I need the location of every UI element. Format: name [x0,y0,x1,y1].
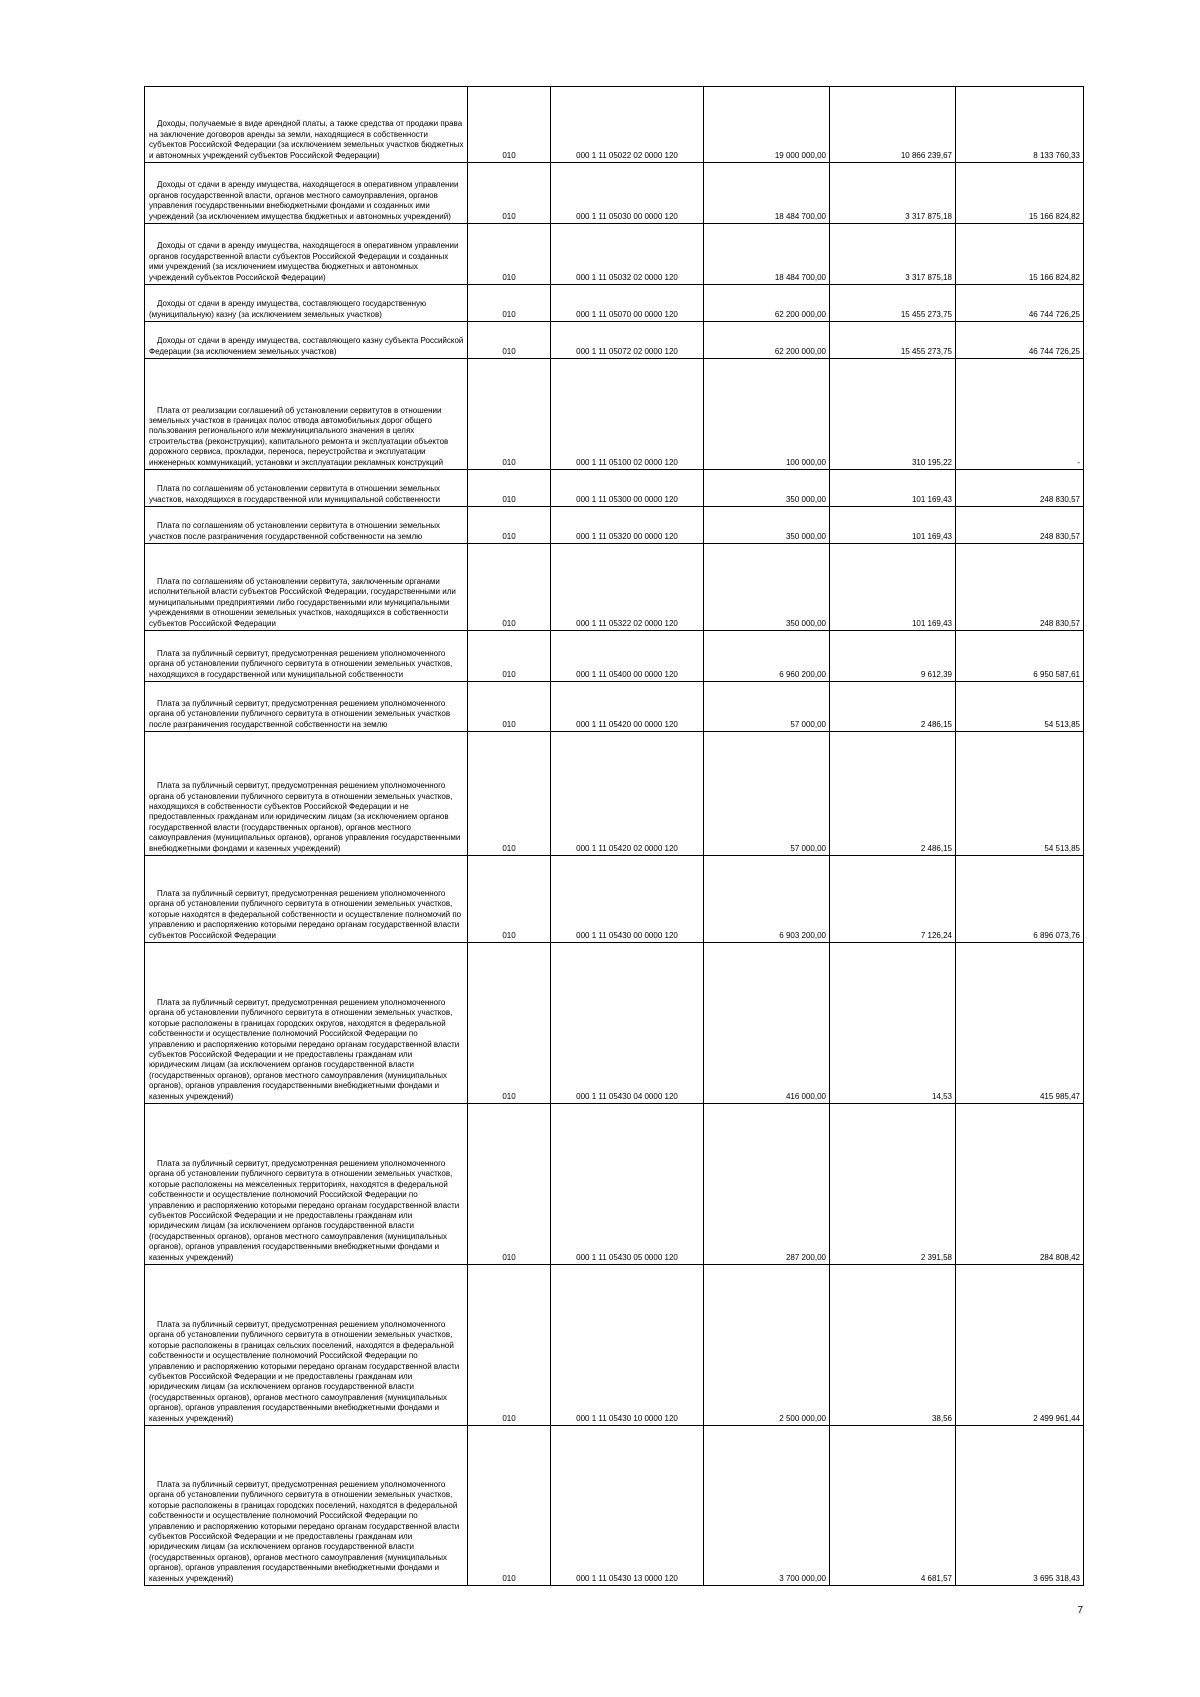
row-name: Доходы от сдачи в аренду имущества, составляющего казну субъекта Российской Федерации (за исключением земельных участков) [145,322,468,359]
table-row [145,631,1084,682]
row-line-code: 010 [468,285,551,322]
row-unexecuted-amount: 15 166 824,82 [956,224,1084,285]
row-line-code: 010 [468,322,551,359]
row-executed-amount: 7 126,24 [830,856,956,943]
row-approved-amount: 350 000,00 [704,470,830,507]
row-executed-amount: 101 169,43 [830,507,956,544]
row-name: Плата от реализации соглашений об установлении сервитутов в отношении земельных участков в границах полос отвода автомобильных дорог общего пользования регионального или межмуниципального значения в целях строительства (реконструкции), капитального ремонта и эксплуатации объектов дорожного сервиса, прокладки, переноса, переустройства и эксплуатации инженерных коммуникаций, установки и эксплуатации рекламных конструкций [145,359,468,470]
row-line-code: 010 [468,87,551,163]
table-row [145,1426,1084,1586]
income-table-body [145,87,1084,1586]
row-approved-amount: 18 484 700,00 [704,224,830,285]
row-unexecuted-amount: 248 830,57 [956,470,1084,507]
row-unexecuted-amount: - [956,359,1084,470]
row-name: Доходы, получаемые в виде арендной платы, а также средства от продажи права на заключение договоров аренды за земли, находящиеся в собственности субъектов Российской Федерации (за исключением земельных участков бюджетных и автономных учреждений субъектов Российской Федерации) [145,87,468,163]
row-executed-amount: 15 455 273,75 [830,322,956,359]
row-approved-amount: 2 500 000,00 [704,1265,830,1426]
row-budget-code: 000 1 11 05430 04 0000 120 [551,943,704,1104]
row-budget-code: 000 1 11 05322 02 0000 120 [551,544,704,631]
row-executed-amount: 15 455 273,75 [830,285,956,322]
row-approved-amount: 416 000,00 [704,943,830,1104]
income-table [144,86,1084,1586]
row-name: Плата за публичный сервитут, предусмотренная решением уполномоченного органа об установлении публичного сервитута в отношении земельных участков, которые расположены в границах городских округов, находятся в федеральной собственности и осуществление полномочий Российской Федерации по управлению и распоряжению которыми передано органам государственной власти субъектов Российской Федерации и не предоставлены гражданам или юридическим лицам (за исключением органов государственной власти (государственных органов), органов местного самоуправления (муниципальных органов), органов управления государственными внебюджетными фондами и казенных учреждений) [145,943,468,1104]
row-budget-code: 000 1 11 05030 00 0000 120 [551,163,704,224]
table-row [145,682,1084,732]
table-row [145,732,1084,856]
row-unexecuted-amount: 54 513,85 [956,732,1084,856]
row-name: Плата по соглашениям об установлении сервитута в отношении земельных участков после разграничения государственной собственности на землю [145,507,468,544]
row-line-code: 010 [468,856,551,943]
row-executed-amount: 38,56 [830,1265,956,1426]
row-budget-code: 000 1 11 05420 00 0000 120 [551,682,704,732]
row-approved-amount: 100 000,00 [704,359,830,470]
row-line-code: 010 [468,507,551,544]
row-line-code: 010 [468,1104,551,1265]
row-executed-amount: 3 317 875,18 [830,224,956,285]
row-approved-amount: 6 903 200,00 [704,856,830,943]
row-unexecuted-amount: 46 744 726,25 [956,322,1084,359]
row-approved-amount: 57 000,00 [704,682,830,732]
row-unexecuted-amount: 248 830,57 [956,544,1084,631]
row-executed-amount: 3 317 875,18 [830,163,956,224]
row-executed-amount: 2 486,15 [830,732,956,856]
row-budget-code: 000 1 11 05300 00 0000 120 [551,470,704,507]
row-line-code: 010 [468,732,551,856]
row-budget-code: 000 1 11 05400 00 0000 120 [551,631,704,682]
row-executed-amount: 10 866 239,67 [830,87,956,163]
row-name: Плата за публичный сервитут, предусмотренная решением уполномоченного органа об установлении публичного сервитута в отношении земельных участков, которые находятся в федеральной собственности и осуществление полномочий по управлению и распоряжению которыми передано органам государственной власти субъектов Российской Федерации [145,856,468,943]
row-budget-code: 000 1 11 05420 02 0000 120 [551,732,704,856]
row-unexecuted-amount: 3 695 318,43 [956,1426,1084,1586]
row-name: Плата за публичный сервитут, предусмотренная решением уполномоченного органа об установлении публичного сервитута в отношении земельных участков, которые расположены в границах городских поселений, находятся в федеральной собственности и осуществление полномочий Российской Федерации по управлению и распоряжению которыми передано органам государственной власти субъектов Российской Федерации и не предоставлены гражданам или юридическим лицам (за исключением органов государственной власти (государственных органов), органов местного самоуправления (муниципальных органов), органов управления государственными внебюджетными фондами и казенных учреждений) [145,1426,468,1586]
table-row [145,285,1084,322]
row-name: Плата по соглашениям об установлении сервитута, заключенным органами исполнительной власти субъектов Российской Федерации, государственными или муниципальными предприятиями либо государственными или муниципальными учреждениями в отношении земельных участков, находящихся в собственности субъектов Российской Федерации [145,544,468,631]
row-name: Плата за публичный сервитут, предусмотренная решением уполномоченного органа об установлении публичного сервитута в отношении земельных участков, находящихся в собственности субъектов Российской Федерации и не предоставленных гражданам или юридическим лицам (за исключением органов государственной власти (государственных органов), органов местного самоуправления (муниципальных органов), органов управления государственными внебюджетными фондами и казенных учреждений) [145,732,468,856]
row-approved-amount: 62 200 000,00 [704,285,830,322]
row-unexecuted-amount: 415 985,47 [956,943,1084,1104]
table-row [145,1104,1084,1265]
row-line-code: 010 [468,1265,551,1426]
row-budget-code: 000 1 11 05430 13 0000 120 [551,1426,704,1586]
table-row [145,507,1084,544]
row-budget-code: 000 1 11 05072 02 0000 120 [551,322,704,359]
row-budget-code: 000 1 11 05430 00 0000 120 [551,856,704,943]
row-approved-amount: 350 000,00 [704,544,830,631]
row-name: Доходы от сдачи в аренду имущества, находящегося в оперативном управлении органов государственной власти, органов местного самоуправления, органов управления государственными внебюджетными фондами и созданных ими учреждений (за исключением имущества бюджетных и автономных учреждений) [145,163,468,224]
table-row [145,943,1084,1104]
row-unexecuted-amount: 6 896 073,76 [956,856,1084,943]
table-row [145,856,1084,943]
row-line-code: 010 [468,163,551,224]
row-approved-amount: 19 000 000,00 [704,87,830,163]
row-unexecuted-amount: 8 133 760,33 [956,87,1084,163]
row-unexecuted-amount: 6 950 587,61 [956,631,1084,682]
row-name: Плата за публичный сервитут, предусмотренная решением уполномоченного органа об установлении публичного сервитута в отношении земельных участков после разграничения государственной собственности на землю [145,682,468,732]
row-executed-amount: 101 169,43 [830,470,956,507]
table-row [145,359,1084,470]
row-executed-amount: 9 612,39 [830,631,956,682]
row-name: Плата за публичный сервитут, предусмотренная решением уполномоченного органа об установлении публичного сервитута в отношении земельных участков, находящихся в государственной или муниципальной собственности [145,631,468,682]
row-approved-amount: 287 200,00 [704,1104,830,1265]
row-name: Плата по соглашениям об установлении сервитута в отношении земельных участков, находящихся в государственной или муниципальной собственности [145,470,468,507]
row-unexecuted-amount: 2 499 961,44 [956,1265,1084,1426]
row-line-code: 010 [468,224,551,285]
table-row [145,163,1084,224]
row-executed-amount: 14,53 [830,943,956,1104]
row-approved-amount: 350 000,00 [704,507,830,544]
row-executed-amount: 2 391,58 [830,1104,956,1265]
row-executed-amount: 2 486,15 [830,682,956,732]
row-unexecuted-amount: 284 808,42 [956,1104,1084,1265]
table-row [145,87,1084,163]
row-name: Плата за публичный сервитут, предусмотренная решением уполномоченного органа об установлении публичного сервитута в отношении земельных участков, которые расположены на межселенных территориях, находятся в федеральной собственности и осуществление полномочий Российской Федерации по управлению и распоряжению которыми передано органам государственной власти субъектов Российской Федерации и не предоставлены гражданам или юридическим лицам (за исключением органов государственной власти (государственных органов), органов местного самоуправления (муниципальных органов), органов управления государственными внебюджетными фондами и казенных учреждений) [145,1104,468,1265]
row-unexecuted-amount: 15 166 824,82 [956,163,1084,224]
table-row [145,1265,1084,1426]
row-line-code: 010 [468,682,551,732]
row-line-code: 010 [468,470,551,507]
row-line-code: 010 [468,1426,551,1586]
table-row [145,470,1084,507]
row-line-code: 010 [468,544,551,631]
row-unexecuted-amount: 54 513,85 [956,682,1084,732]
row-budget-code: 000 1 11 05430 10 0000 120 [551,1265,704,1426]
row-approved-amount: 6 960 200,00 [704,631,830,682]
row-unexecuted-amount: 46 744 726,25 [956,285,1084,322]
row-line-code: 010 [468,943,551,1104]
row-approved-amount: 3 700 000,00 [704,1426,830,1586]
table-row [145,322,1084,359]
row-budget-code: 000 1 11 05430 05 0000 120 [551,1104,704,1265]
row-approved-amount: 57 000,00 [704,732,830,856]
row-line-code: 010 [468,631,551,682]
row-name: Доходы от сдачи в аренду имущества, составляющего государственную (муниципальную) казну (за исключением земельных участков) [145,285,468,322]
row-name: Плата за публичный сервитут, предусмотренная решением уполномоченного органа об установлении публичного сервитута в отношении земельных участков, которые расположены в границах сельских поселений, находятся в федеральной собственности и осуществление полномочий Российской Федерации по управлению и распоряжению которыми передано органам государственной власти субъектов Российской Федерации и не предоставлены гражданам или юридическим лицам (за исключением органов государственной власти (государственных органов), органов местного самоуправления (муниципальных органов), органов управления государственными внебюджетными фондами и казенных учреждений) [145,1265,468,1426]
table-row [145,544,1084,631]
row-executed-amount: 4 681,57 [830,1426,956,1586]
row-budget-code: 000 1 11 05100 02 0000 120 [551,359,704,470]
row-budget-code: 000 1 11 05320 00 0000 120 [551,507,704,544]
page-number: 7 [1077,1605,1083,1616]
row-budget-code: 000 1 11 05070 00 0000 120 [551,285,704,322]
row-approved-amount: 62 200 000,00 [704,322,830,359]
row-budget-code: 000 1 11 05032 02 0000 120 [551,224,704,285]
row-name: Доходы от сдачи в аренду имущества, находящегося в оперативном управлении органов государственной власти субъектов Российской Федерации и созданных ими учреждений (за исключением имущества бюджетных и автономных учреждений субъектов Российской Федерации) [145,224,468,285]
row-unexecuted-amount: 248 830,57 [956,507,1084,544]
row-approved-amount: 18 484 700,00 [704,163,830,224]
row-budget-code: 000 1 11 05022 02 0000 120 [551,87,704,163]
row-executed-amount: 101 169,43 [830,544,956,631]
table-row [145,224,1084,285]
row-line-code: 010 [468,359,551,470]
row-executed-amount: 310 195,22 [830,359,956,470]
